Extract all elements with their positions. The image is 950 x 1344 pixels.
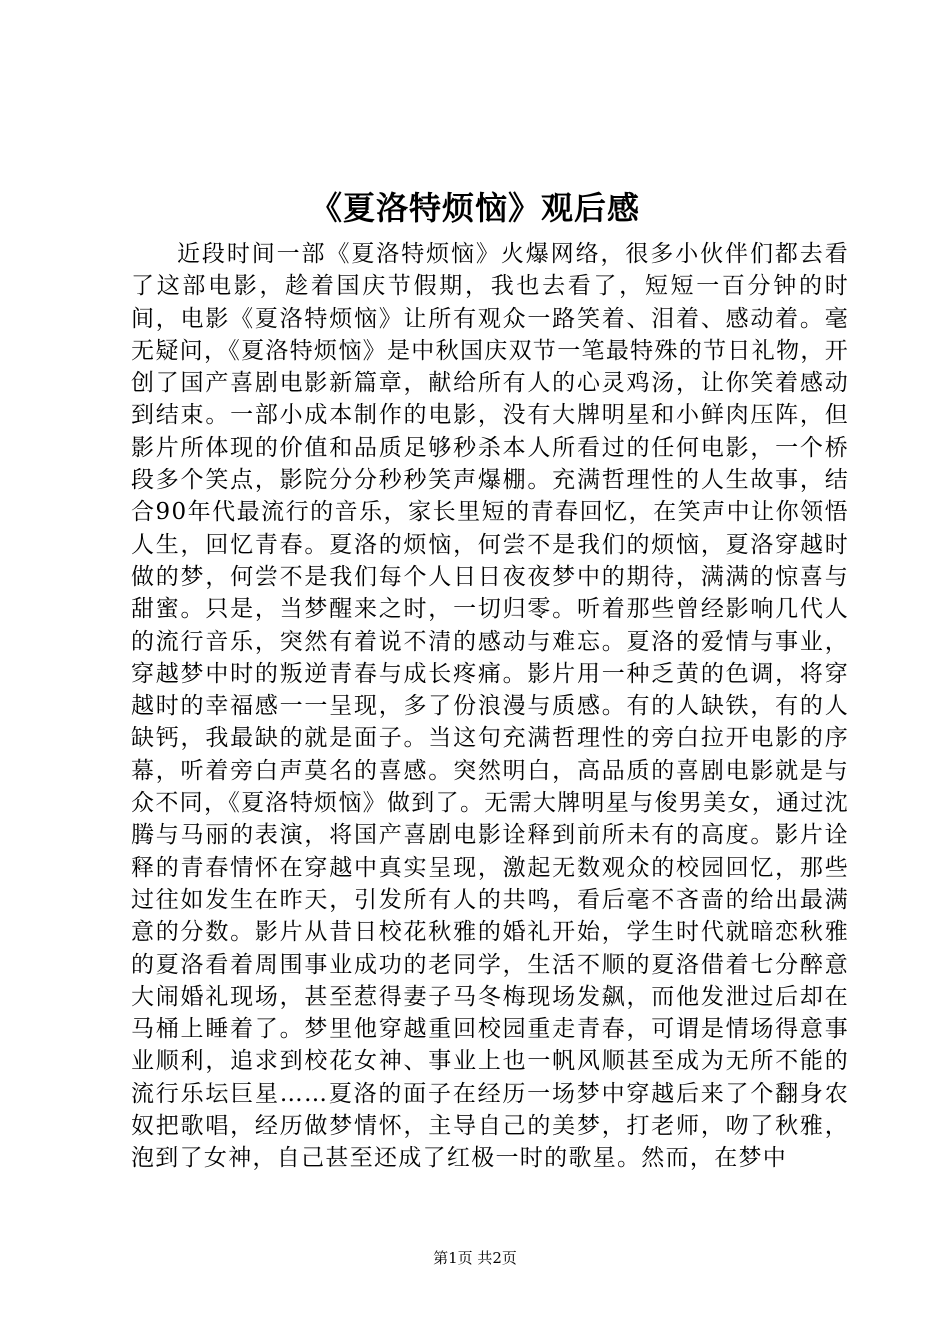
page-number-footer: 第1页 共2页	[433, 1249, 517, 1267]
document-title: 《夏洛特烦恼》观后感	[309, 189, 640, 227]
body-paragraph: 近段时间一部《夏洛特烦恼》火爆网络，很多小伙伴们都去看了这部电影，趁着国庆节假期，我也去看了，短短一百分钟的时间，电影《夏洛特烦恼》让所有观众一路笑着、泪着、感动着。毫无疑问，《夏洛特烦恼》是中秋国庆双节一笔最特殊的节日礼物，开创了国产喜剧电影新篇章，献给所有人的心灵鸡汤，让你笑着感动到结束。一部小成本制作的电影，没有大牌明星和小鲜肉压阵，但影片所体现的价值和品质足够秒杀本人所看过的任何电影，一个桥段多个笑点，影院分分秒秒笑声爆棚。充满哲理性的人生故事，结合90年代最流行的音乐，家长里短的青春回忆，在笑声中让你领悟人生，回忆青春。夏洛的烦恼，何尝不是我们的烦恼，夏洛穿越时做的梦，何尝不是我们每个人日日夜夜梦中的期待，满满的惊喜与甜蜜。只是，当梦醒来之时，一切归零。听着那些曾经影响几代人的流行音乐，突然有着说不清的感动与难忘。夏洛的爱情与事业，穿越梦中时的叛逆青春与成长疼痛。影片用一种乏黄的色调，将穿越时的幸福感一一呈现，多了份浪漫与质感。有的人缺铁，有的人缺钙，我最缺的就是面子。当这句充满哲理性的旁白拉开电影的序幕，听着旁白声莫名的喜感。突然明白，高品质的喜剧电影就是与众不同，《夏洛特烦恼》做到了。无需大牌明星与俊男美女，通过沈腾与马丽的表演，将国产喜剧电影诠释到前所未有的高度。影片诠释的青春情怀在穿越中真实呈现，激起无数观众的校园回忆，那些过往如发生在昨天，引发所有人的共鸣，看后毫不吝啬的给出最满意的分数。影片从昔日校花秋雅的婚礼开始，学生时代就暗恋秋雅的夏洛看着周围事业成功的老同学，生活不顺的夏洛借着七分醉意大闹婚礼现场，甚至惹得妻子马冬梅现场发飙，而他发泄过后却在马桶上睡着了。梦里他穿越重回校园重走青春，可谓是情场得意事业顺利，追求到校花女神、事业上也一帆风顺甚至成为无所不能的流行乐坛巨星……夏洛的面子在经历一场梦中穿越后来了个翻身农奴把歌唱，经历做梦情怀，主导自己的美梦，打老师，吻了秋雅，泡到了女神，自己甚至还成了红极一时的歌星。然而，在梦中	[131, 241, 849, 1172]
